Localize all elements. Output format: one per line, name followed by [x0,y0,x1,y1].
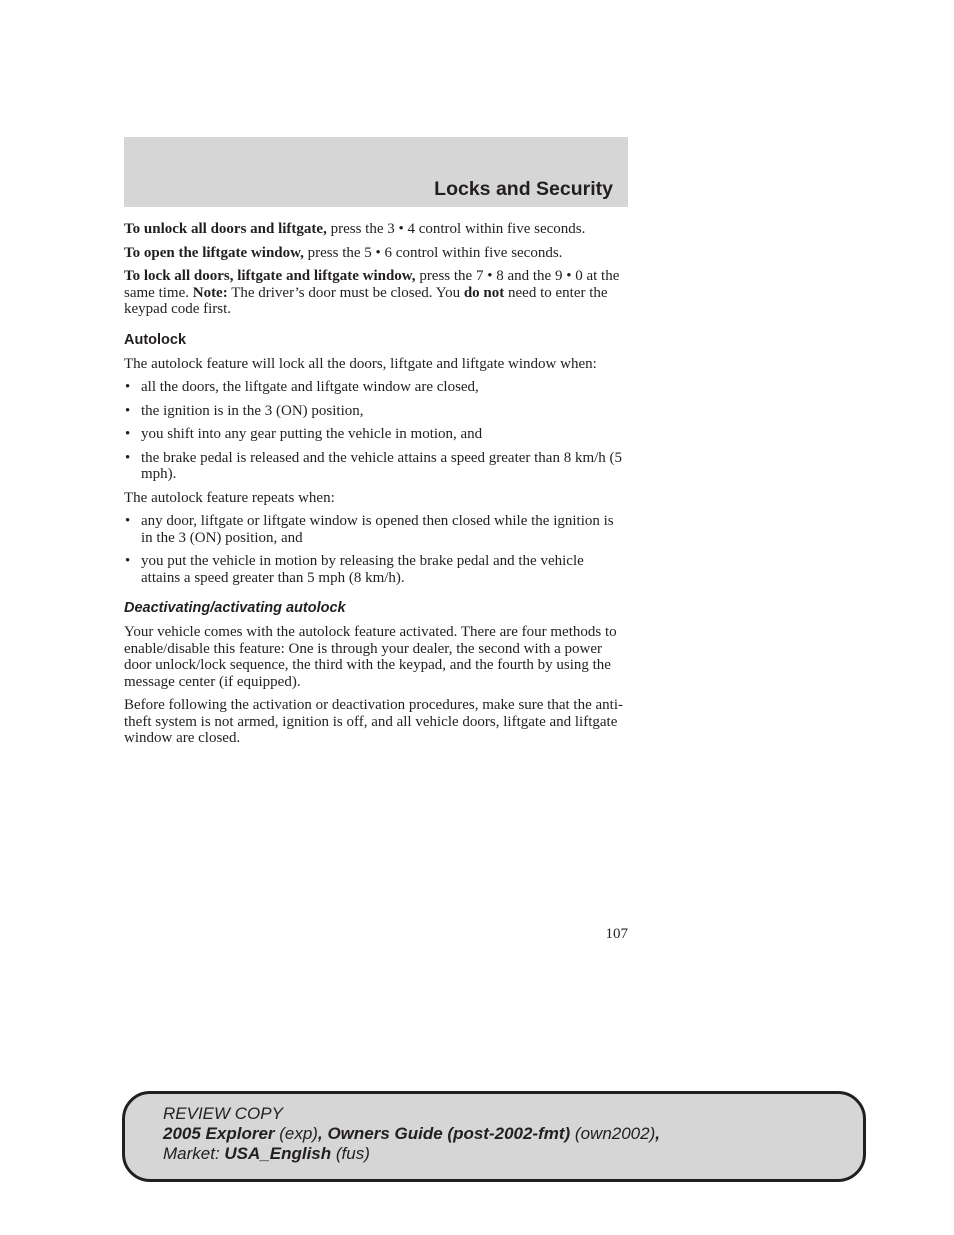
section-header-band [124,137,628,207]
lead-open: To open the liftgate window, [124,244,304,261]
paragraph-open-liftgate-window: To open the liftgate window, press the 5 • 6 control within five seconds. [124,244,563,261]
paragraph-lock: To lock all doors, liftgate and liftgate window, press the 7 • 8 and the 9 • 0 at the same time. Note: The driver’s door must be closed. You do not need to enter the keypad code first. [124,268,620,317]
market-code: (fus) [331,1144,370,1163]
model-name: 2005 Explorer [163,1124,275,1143]
review-copy-box [122,1091,866,1182]
autolock-conditions-list [124,379,624,483]
model-code: (exp) [274,1124,318,1143]
guide-code: (own2002) [570,1124,656,1143]
bullet-icon: • [125,379,131,395]
page-number: 107 [605,926,628,942]
list-item: • all the doors, the liftgate and liftgate window are closed, [125,379,479,395]
lead-unlock: To unlock all doors and liftgate, [124,221,327,237]
review-copy-text: REVIEW COPY 2005 Explorer (exp), Owners Guide (post-2002-fmt) (own2002), Market: USA_English (fus) [163,1104,660,1163]
deactivating-heading: Deactivating/activating autolock [124,600,346,616]
deactivating-paragraph-1: Your vehicle comes with the autolock feature activated. There are four methods to enable/disable this feature: One is through your dealer, the second with a power door unlock/lock sequence, the third with the keypad, and the fourth by using the message center (if equipped). [124,624,617,690]
note-label: Note: [192,284,228,301]
paragraph-unlock: To unlock all doors and liftgate, press the 3 • 4 control within five seconds. [124,221,586,237]
autolock-intro: The autolock feature will lock all the doors, liftgate and liftgate window when: [124,355,597,372]
deactivating-paragraph-2: Before following the activation or deactivation procedures, make sure that the anti-theft system is not armed, ignition is off, and all vehicle doors, liftgate and liftgate window are closed. [124,697,623,746]
list-item: • any door, liftgate or liftgate window is opened then closed while the ignition is in the 3 (ON) position, and [125,513,614,546]
section-title: Locks and Security [434,178,613,200]
bullet-icon: • [125,426,131,442]
list-item: • you put the vehicle in motion by releasing the brake pedal and the vehicle attains a speed greater than 5 mph (8 km/h). [125,553,584,586]
list-item: • the ignition is in the 3 (ON) position, [125,402,364,419]
bullet-icon: • [125,513,131,529]
bullet-icon: • [125,402,131,419]
autolock-heading: Autolock [124,331,187,348]
repeat-intro: The autolock feature repeats when: [124,489,335,506]
list-item: • the brake pedal is released and the vehicle attains a speed greater than 8 km/h (5 mph). [125,449,623,482]
repeat-conditions-list [124,513,624,586]
list-item: • you shift into any gear putting the vehicle in motion, and [125,426,483,442]
guide-name: Owners Guide (post-2002-fmt) [327,1124,571,1143]
page-content [124,221,624,754]
review-copy-label: REVIEW COPY [163,1104,283,1123]
lead-lock: To lock all doors, liftgate and liftgate window, [124,268,416,284]
bullet-icon: • [125,553,131,569]
emphasis-do-not: do not [463,284,505,301]
market-label: Market: [163,1144,225,1163]
market-name: USA_English [224,1144,332,1163]
bullet-icon: • [125,449,131,466]
